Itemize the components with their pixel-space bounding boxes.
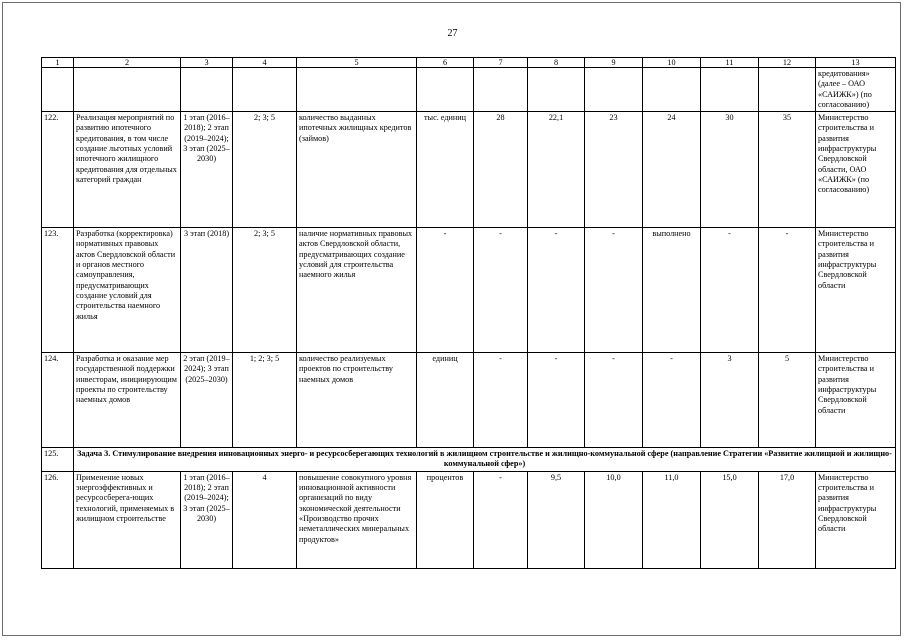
table-row xyxy=(42,471,896,568)
header-row xyxy=(42,58,896,68)
goals-cell: 2; 3; 5 xyxy=(233,112,297,228)
page-number: 27 xyxy=(447,28,458,39)
value-cell: 9,5 xyxy=(528,471,585,568)
value-cell: выполнено xyxy=(643,228,701,353)
responsible-cell: Министерство строительства и развития инфраструктуры Свердловской области, ОАО «САИЖК» (по согласованию) xyxy=(816,112,896,228)
value-cell: 22,1 xyxy=(528,112,585,228)
table-row xyxy=(42,112,896,228)
header-cell: 1 xyxy=(42,58,74,68)
header-cell: 2 xyxy=(74,58,181,68)
stage-cell: 1 этап (2016–2018); 2 этап (2019–2024); 3 этап (2025–2030) xyxy=(181,112,233,228)
table-row xyxy=(42,228,896,353)
value-cell: - xyxy=(474,353,528,448)
header-cell: 11 xyxy=(701,58,759,68)
responsible-cell: Министерство строительства и развития инфраструктуры Свердловской области xyxy=(816,353,896,448)
header-cell: 4 xyxy=(233,58,297,68)
indicator-cell: повышение совокупного уровня инновационной активности организаций по виду экономической деятельности «Производство прочих неметаллических минеральных продуктов» xyxy=(297,471,417,568)
document-table xyxy=(41,57,896,569)
value-cell: - xyxy=(474,471,528,568)
stage-cell: 1 этап (2016–2018); 2 этап (2019–2024); 3 этап (2025–2030) xyxy=(181,471,233,568)
unit-cell: - xyxy=(417,228,474,353)
header-cell: 6 xyxy=(417,58,474,68)
row-number: 125. xyxy=(42,448,74,472)
header-cell: 3 xyxy=(181,58,233,68)
row-number: 124. xyxy=(42,353,74,448)
stage-cell: 2 этап (2019–2024); 3 этап (2025–2030) xyxy=(181,353,233,448)
header-cell: 5 xyxy=(297,58,417,68)
responsible-cell: Министерство строительства и развития инфраструктуры Свердловской области xyxy=(816,471,896,568)
measure-name: Разработка и оказание мер государственной поддержки инвесторам, инициирующим проекты по строительству наемных домов xyxy=(74,353,181,448)
indicator-cell: наличие нормативных правовых актов Свердловской области, предусматривающих создание условий для строительства наемного жилья xyxy=(297,228,417,353)
value-cell: 3 xyxy=(701,353,759,448)
value-cell: 35 xyxy=(759,112,816,228)
value-cell: 5 xyxy=(759,353,816,448)
value-cell: 28 xyxy=(474,112,528,228)
value-cell: - xyxy=(643,353,701,448)
continuation-row xyxy=(42,68,896,112)
value-cell: - xyxy=(701,228,759,353)
header-cell: 8 xyxy=(528,58,585,68)
unit-cell: тыс. единиц xyxy=(417,112,474,228)
stage-cell: 3 этап (2018) xyxy=(181,228,233,353)
header-cell: 12 xyxy=(759,58,816,68)
responsible-cell: Министерство строительства и развития инфраструктуры Свердловской области xyxy=(816,228,896,353)
value-cell: 24 xyxy=(643,112,701,228)
table-row xyxy=(42,353,896,448)
value-cell: 30 xyxy=(701,112,759,228)
header-cell: 13 xyxy=(816,58,896,68)
measure-name: Реализация мероприятий по развитию ипотечного кредитования, в том числе создание льготных условий ипотечного жилищного кредитования для отдельных категорий граждан xyxy=(74,112,181,228)
header-cell: 9 xyxy=(585,58,643,68)
header-cell: 7 xyxy=(474,58,528,68)
value-cell: 15,0 xyxy=(701,471,759,568)
unit-cell: процентов xyxy=(417,471,474,568)
value-cell: - xyxy=(585,228,643,353)
indicator-cell: количество выданных ипотечных жилищных кредитов (займов) xyxy=(297,112,417,228)
header-cell: 10 xyxy=(643,58,701,68)
value-cell: - xyxy=(759,228,816,353)
measure-name: Разработка (корректировка) нормативных правовых актов Свердловской области и органов местного самоуправления, предусматривающих создание условий для строительства наемного жилья xyxy=(74,228,181,353)
goals-cell: 2; 3; 5 xyxy=(233,228,297,353)
value-cell: - xyxy=(585,353,643,448)
row-number: 123. xyxy=(42,228,74,353)
goals-cell: 4 xyxy=(233,471,297,568)
value-cell: 10,0 xyxy=(585,471,643,568)
goals-cell: 1; 2; 3; 5 xyxy=(233,353,297,448)
value-cell: - xyxy=(528,228,585,353)
task-heading: Задача 3. Стимулирование внедрения инновационных энерго- и ресурсосберегающих технологий в жилищном строительстве и жилищно-коммунальной сфере (направление Стратегии «Развитие жилищной и жилищно-коммунальной сфер») xyxy=(74,448,896,472)
value-cell: 11,0 xyxy=(643,471,701,568)
unit-cell: единиц xyxy=(417,353,474,448)
value-cell: 17,0 xyxy=(759,471,816,568)
responsible-cell: кредитования» (далее – ОАО «САИЖК») (по согласованию) xyxy=(816,68,896,112)
value-cell: - xyxy=(474,228,528,353)
row-number: 126. xyxy=(42,471,74,568)
value-cell: - xyxy=(528,353,585,448)
measure-name: Применение новых энергоэффективных и ресурсосберега-ющих технологий, применяемых в жилищном строительстве xyxy=(74,471,181,568)
row-number: 122. xyxy=(42,112,74,228)
indicator-cell: количество реализуемых проектов по строительству наемных домов xyxy=(297,353,417,448)
task-row xyxy=(42,448,896,472)
value-cell: 23 xyxy=(585,112,643,228)
